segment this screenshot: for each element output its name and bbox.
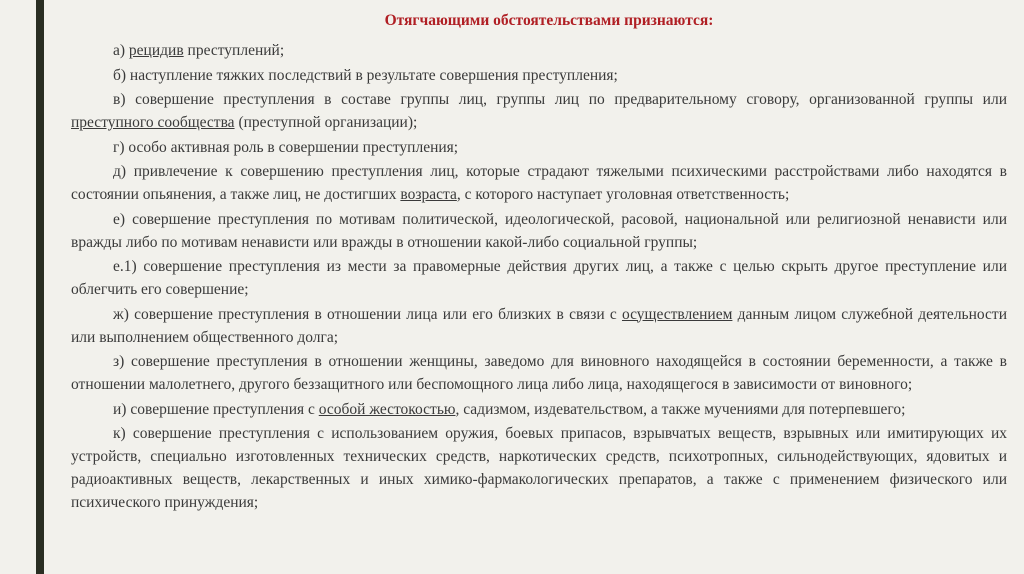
paragraph-text: г) особо активная роль в совершении преступления; bbox=[113, 138, 459, 156]
paragraph-text: а) bbox=[113, 42, 129, 59]
paragraph-text: , с которого наступает уголовная ответственность; bbox=[456, 186, 790, 203]
list-item bbox=[71, 350, 1007, 396]
paragraph-list bbox=[71, 39, 1007, 514]
paragraph-text: ж) совершение преступления в отношении лица или его близких в связи с bbox=[113, 305, 622, 323]
underlined-term: осуществлением bbox=[621, 305, 733, 323]
list-item bbox=[71, 398, 1007, 421]
list-item bbox=[71, 88, 1007, 134]
list-item bbox=[71, 255, 1007, 301]
slide-content bbox=[71, 10, 1007, 516]
paragraph-text: д) привлечение к совершению преступления лиц, которые страдают тяжелыми психическими расстройствами либо находятся в состоянии опьянения, а также лиц, не достигших bbox=[71, 163, 1007, 203]
paragraph-text: в) совершение преступления в составе группы лиц, группы лиц по предварительному сговору, организованной группы или bbox=[113, 91, 1007, 108]
underlined-term: преступного сообщества bbox=[71, 114, 235, 131]
list-item bbox=[71, 136, 1007, 159]
list-item bbox=[71, 160, 1007, 206]
paragraph-text: б) наступление тяжких последствий в результате совершения преступления; bbox=[113, 66, 618, 84]
paragraph-text: е) совершение преступления по мотивам политической, идеологической, расовой, национальной или религиозной ненависти или вражды либо по мотивам ненависти или вражды в отношении какой-либо социальной группы; bbox=[71, 210, 1007, 251]
paragraph-text: , садизмом, издевательством, а также мучениями для потерпевшего; bbox=[455, 400, 906, 418]
underlined-term: рецидив bbox=[128, 42, 184, 59]
paragraph-text: к) совершение преступления с использованием оружия, боевых припасов, взрывчатых веществ, взрывных или имитирующих их устройств, специально изготовленных технических средств, наркотических средств, психотропных, сильнодействующих, ядовитых и радиоактивных веществ, лекарственных и иных химико-фармакологических препаратов, а также с применением физического или психического принуждения; bbox=[71, 425, 1007, 511]
underlined-term: возраста bbox=[400, 186, 457, 203]
paragraph-text: данным лицом служебной деятельности или выполнением общественного долга; bbox=[71, 305, 1007, 346]
list-item bbox=[71, 208, 1007, 254]
underlined-term: особой жестокостью bbox=[318, 400, 456, 418]
left-accent-bar bbox=[36, 0, 44, 574]
list-item bbox=[71, 422, 1007, 514]
paragraph-text: е.1) совершение преступления из мести за правомерные действия других лиц, а также с целью скрыть другое преступление или облегчить его совершение; bbox=[71, 258, 1007, 298]
paragraph-text: з) совершение преступления в отношении женщины, заведомо для виновного находящейся в состоянии беременности, а также в отношении малолетнего, другого беззащитного или беспомощного лица либо лица, находящегося в зависимости от виновного; bbox=[71, 353, 1007, 393]
list-item bbox=[71, 39, 1007, 62]
paragraph-text: (преступной организации); bbox=[234, 114, 418, 131]
list-item bbox=[71, 64, 1007, 87]
list-item bbox=[71, 303, 1007, 349]
paragraph-text: и) совершение преступления с bbox=[113, 400, 319, 418]
paragraph-text: преступлений; bbox=[183, 42, 285, 59]
slide-title: Отягчающими обстоятельствами признаются: bbox=[384, 12, 714, 29]
